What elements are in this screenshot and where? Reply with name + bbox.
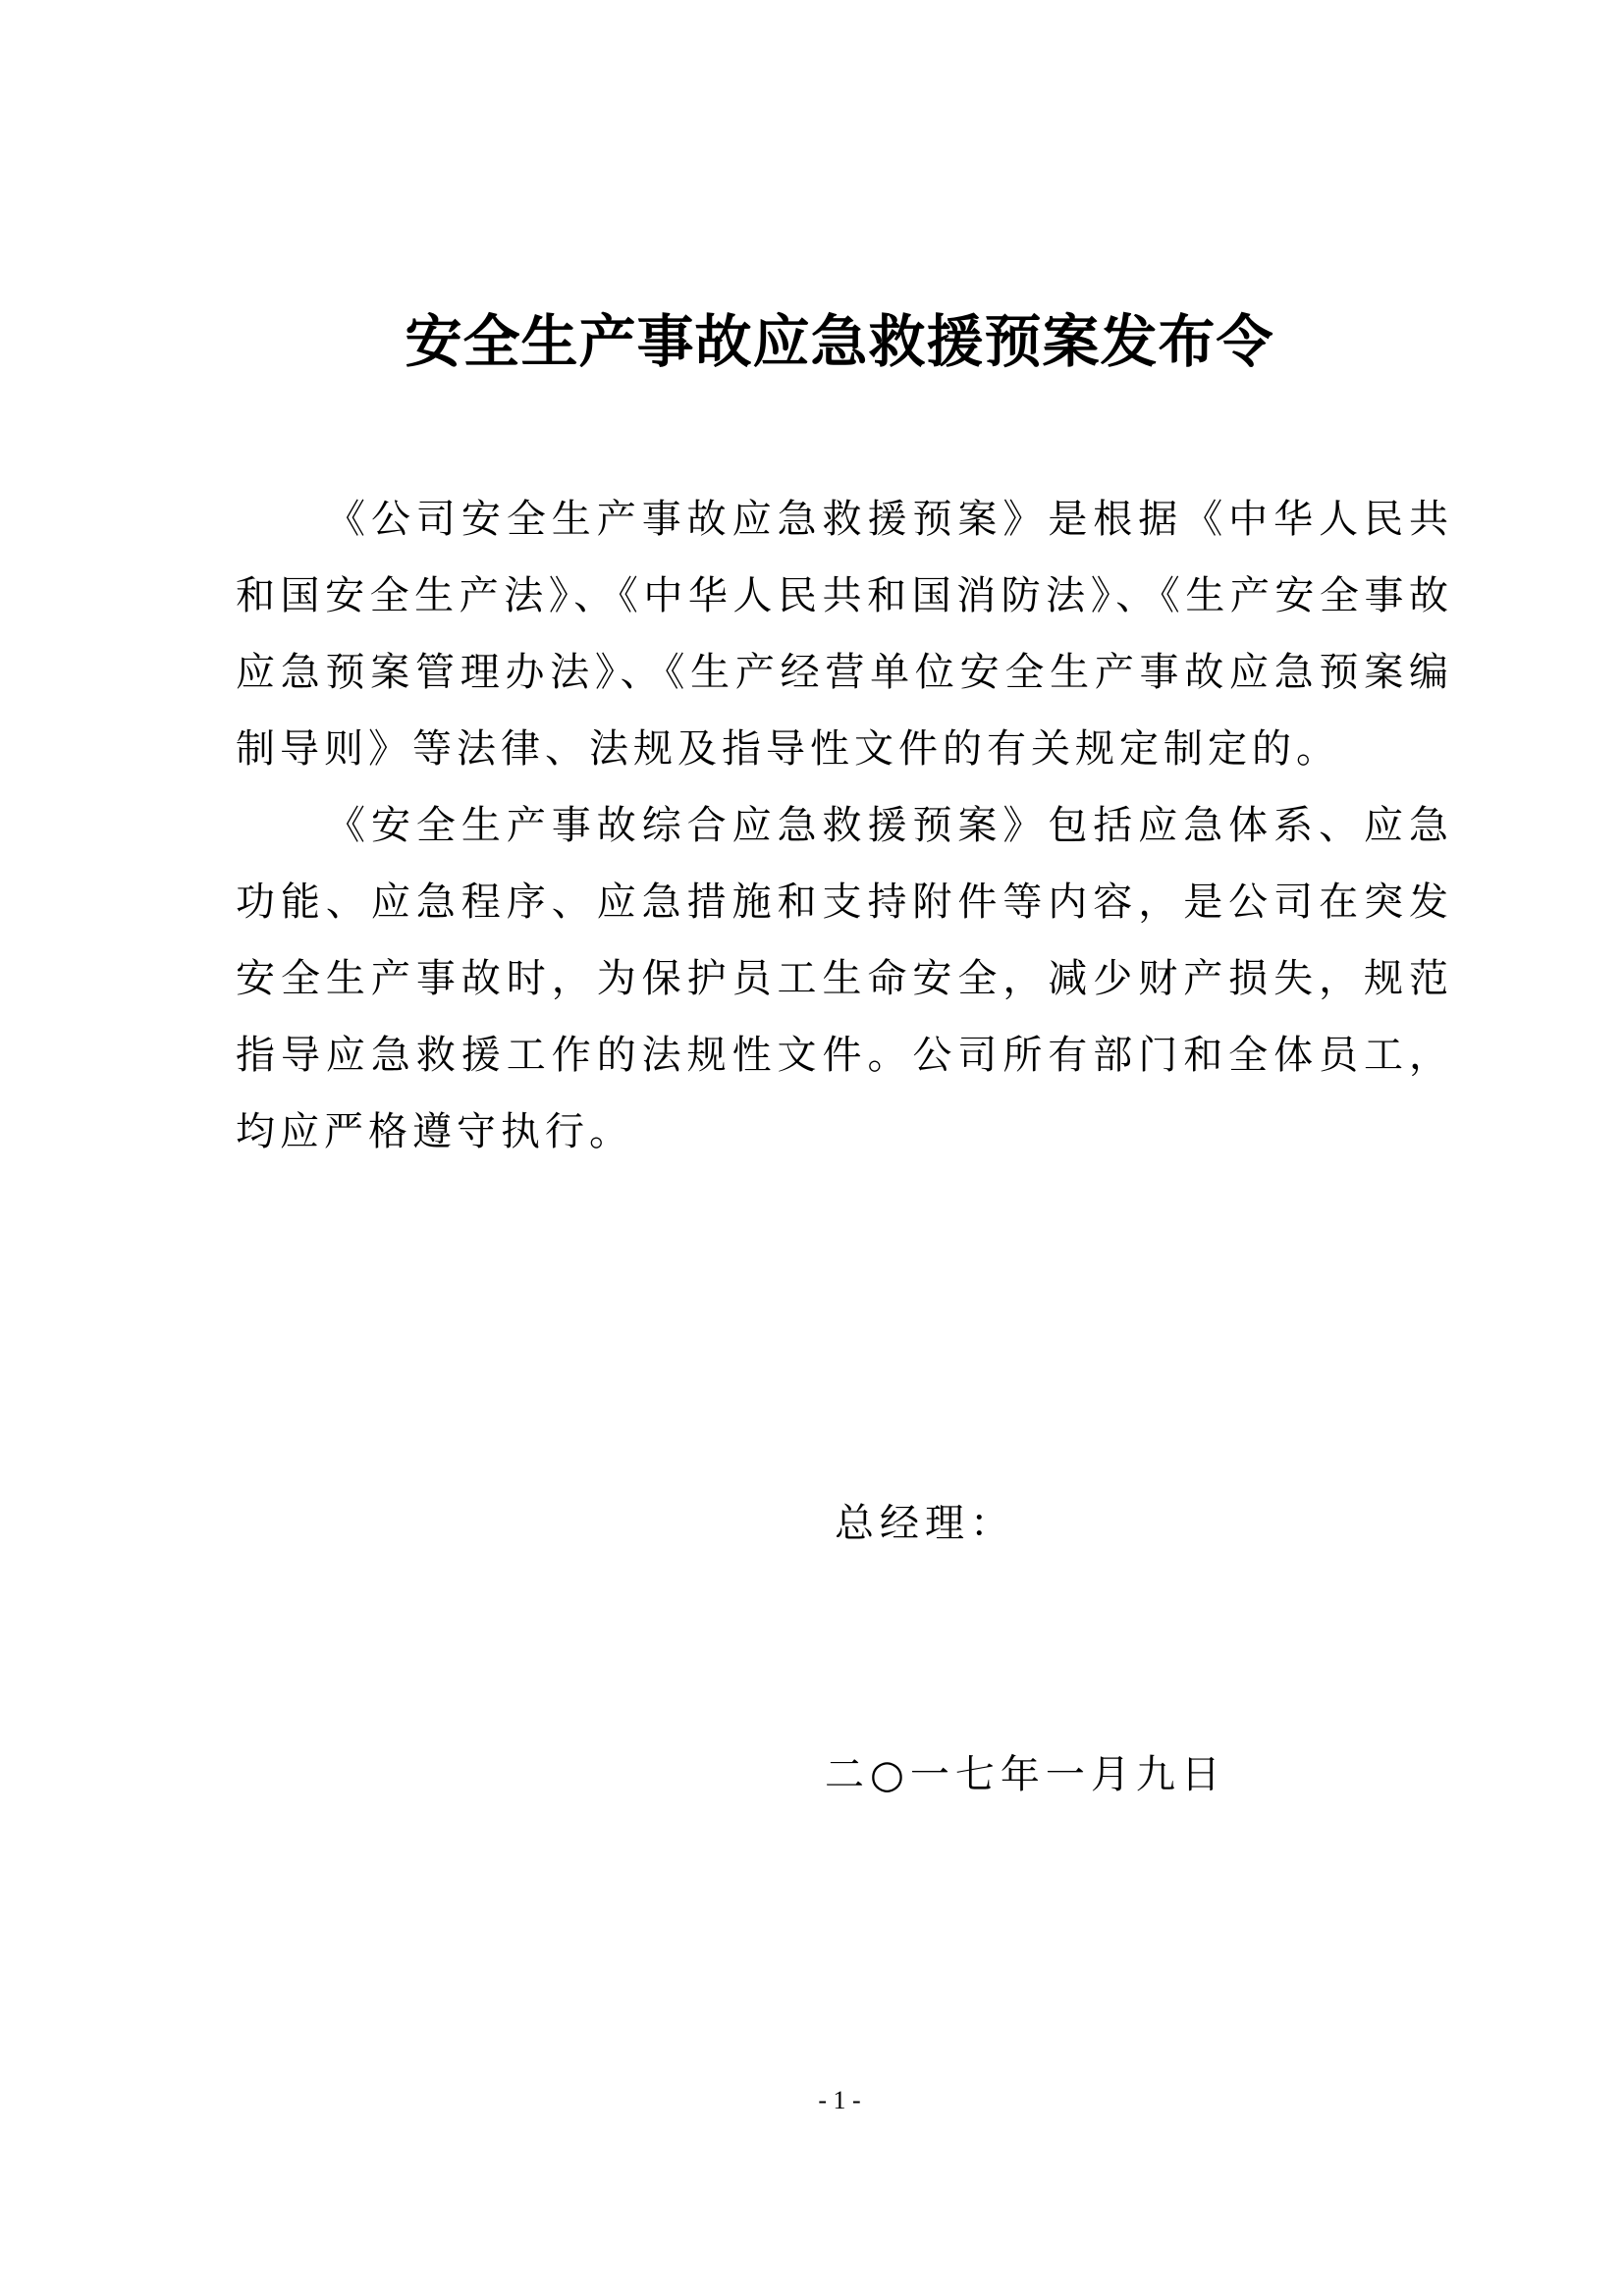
- paragraph-plan-scope: 《安全生产事故综合应急救援预案》包括应急体系、应急功能、应急程序、应急措施和支持附件等内容，是公司在突发安全生产事故时，为保护员工生命安全，减少财产损失，规范指导应急救援工作的法规性文件。公司所有部门和全体员工，均应严格遵守执行。: [236, 803, 1453, 1154]
- signature-label: 总经理：: [835, 1501, 1015, 1546]
- document-title: 安全生产事故应急救援预案发布令: [405, 308, 1274, 375]
- document-body: [236, 481, 1453, 1170]
- paragraph-legal-basis: 《公司安全生产事故应急救援预案》是根据《中华人民共和国安全生产法》、《中华人民共和国消防法》、《生产安全事故应急预案管理办法》、《生产经营单位安全生产事故应急预案编制导则》等法律、法规及指导性文件的有关规定制定的。: [236, 497, 1453, 772]
- issue-date: 二○一七年一月九日: [825, 1752, 1226, 1797]
- page-number: - 1 -: [818, 2086, 861, 2114]
